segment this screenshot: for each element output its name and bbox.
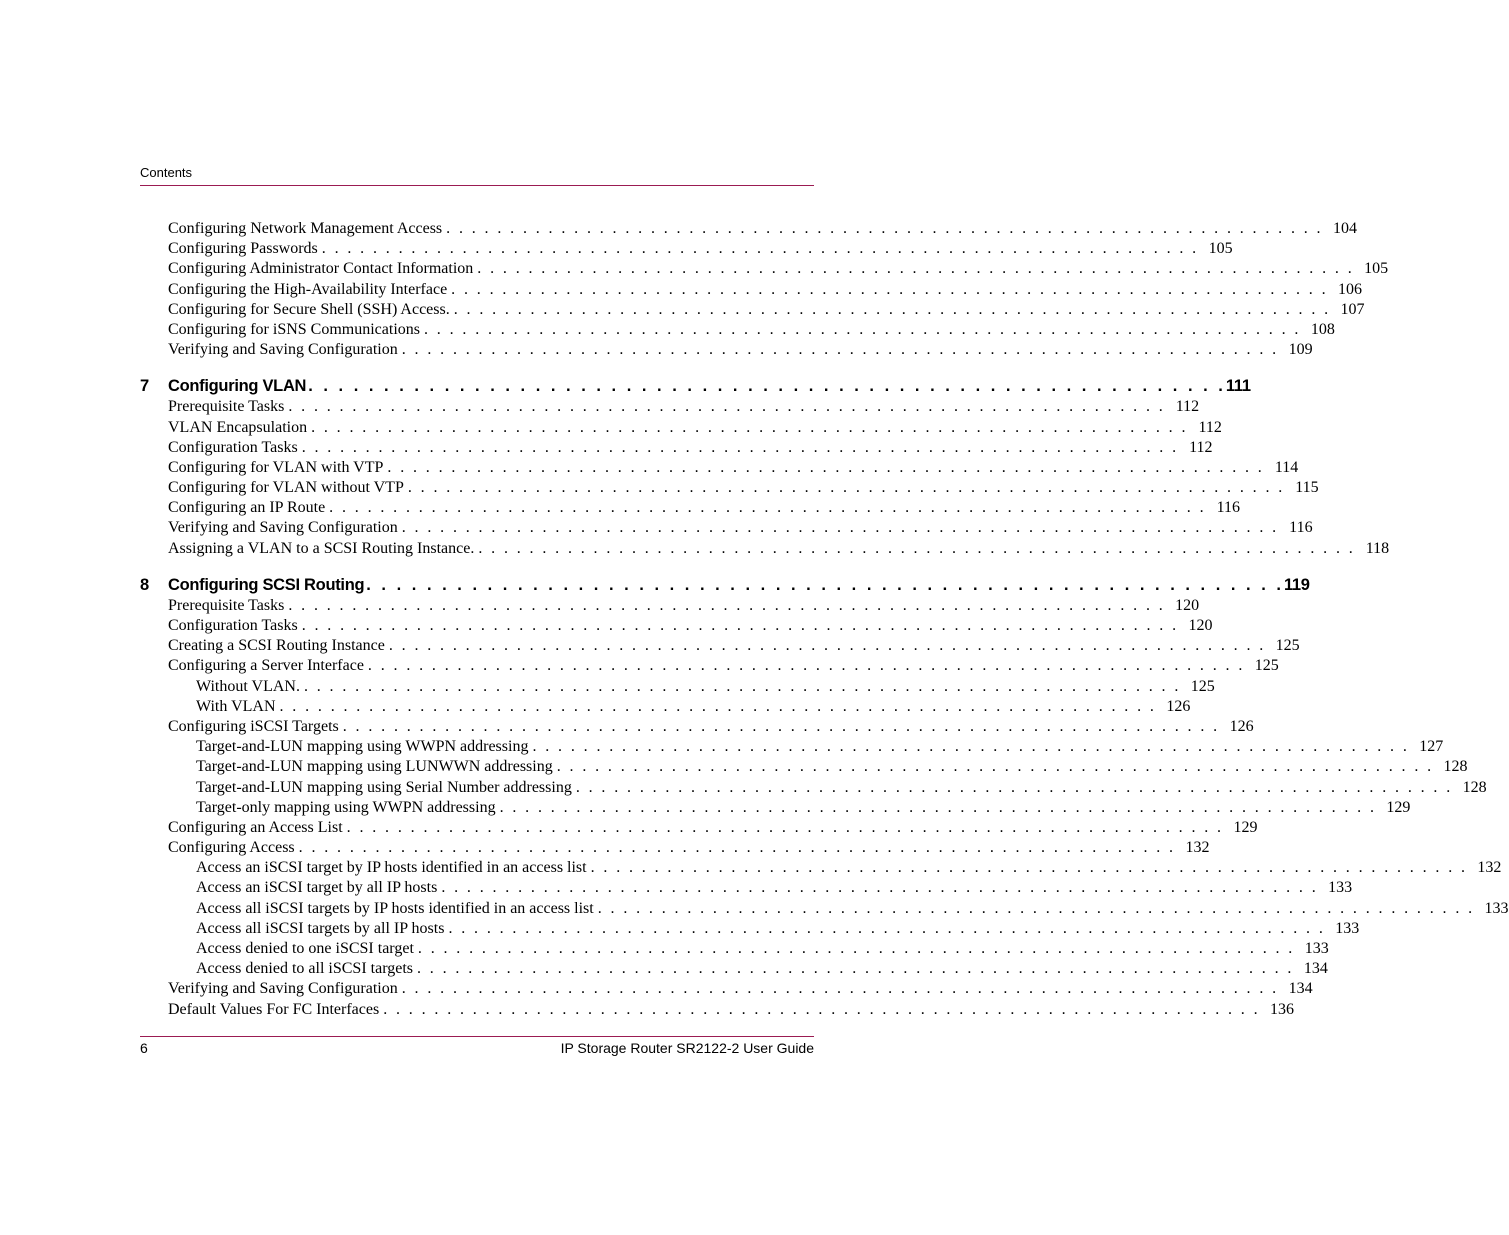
toc-entry-page: 114 (1274, 458, 1299, 476)
leader-dots: . . . . . . . . . . . . . . . . . . . . . . . . . . . . . . . . . . . . . . . . . . . . . . . . . . . . . . . . . . . . . . . . . . . . . (575, 778, 1453, 796)
chapter-number: 7 (140, 377, 149, 396)
toc-subentry[interactable] (140, 697, 1191, 717)
toc-entry-title: Configuring the High-Availability Interface (168, 280, 451, 300)
toc-subentry[interactable] (140, 677, 1215, 697)
leader-dots: . . . . . . . . . . . . . . . . . . . . . . . . . . . . . . . . . . . . . . . . . . . . . . . . . . . . . . . . . . . . . . . . . . . . . (401, 519, 1279, 537)
toc-entry-title: Access an iSCSI target by IP hosts identified in an access list (196, 858, 591, 878)
toc-entry-page: 134 (1288, 980, 1313, 998)
toc-entry-page: 109 (1288, 341, 1313, 359)
leader-dots: . . . . . . . . . . . . . . . . . . . . . . . . . . . . . . . . . . . . . . . . . . . . . . . . . . . . . . . . . . . . . . . . . . . . . (532, 738, 1410, 756)
toc-entry-page: 112 (1175, 398, 1200, 416)
leader-dots: . . . . . . . . . . . . . . . . . . . . . . . . . . . . . . . . . . . . . . . . . . . . . . . . . . . . . . . . . . . . . (308, 377, 1226, 396)
leader-dots: . . . . . . . . . . . . . . . . . . . . . . . . . . . . . . . . . . . . . . . . . . . . . . . . . . . . . . . . . . . . . . . . . . . . . (451, 280, 1328, 298)
toc-entry-title: Configuring an IP Route (168, 498, 329, 518)
toc-entry-title: Access all iSCSI targets by all IP hosts (196, 919, 448, 939)
running-header (140, 163, 814, 186)
toc-entry-title: Configuring an Access List (168, 818, 347, 838)
leader-dots: . . . . . . . . . . . . . . . . . . . . . . . . . . . . . . . . . . . . . . . . . . . . . . . . . . . . . . . . . . . . . . . . . . . . . (279, 697, 1157, 715)
toc-entry-page: 128 (1462, 778, 1487, 796)
toc-entry-title: Configuring for VLAN with VTP (168, 458, 387, 478)
toc-entry-page: 104 (1332, 220, 1357, 237)
toc-entry-title: Configuring a Server Interface (168, 656, 368, 676)
toc-entry[interactable] (140, 259, 1389, 279)
toc-subentry[interactable] (140, 899, 1509, 919)
toc-entry-title: Configuration Tasks (168, 616, 302, 636)
toc-entry[interactable] (140, 539, 1390, 559)
leader-dots: . . . . . . . . . . . . . . . . . . . . . . . . . . . . . . . . . . . . . . . . . . . . . . . . . . . . . . . . . . . . . . . . . . . . . (453, 300, 1331, 318)
toc-entry-title: VLAN Encapsulation (168, 418, 311, 438)
toc-entry[interactable] (140, 818, 1258, 838)
toc-entry-page: 116 (1216, 499, 1240, 517)
toc-entry-page: 136 (1270, 1000, 1295, 1018)
toc-entry-page: 125 (1275, 637, 1300, 655)
toc-entry-page: 126 (1229, 717, 1254, 735)
toc-entry[interactable] (140, 438, 1213, 458)
toc-entry-title: Prerequisite Tasks (168, 596, 288, 616)
toc-entry-title: Assigning a VLAN to a SCSI Routing Instance. (168, 539, 478, 559)
toc-entry-page: 105 (1364, 260, 1389, 278)
toc-entry[interactable] (140, 300, 1365, 320)
toc-entry-page: 115 (1295, 479, 1319, 497)
toc-entry-title: Target-and-LUN mapping using WWPN addressing (196, 737, 532, 757)
toc-entry-title: Configuring Administrator Contact Information (168, 259, 477, 279)
toc-entry-title: Verifying and Saving Configuration (168, 340, 402, 360)
toc-entry-page: 129 (1233, 818, 1258, 836)
toc-entry[interactable] (140, 458, 1299, 478)
toc-subentry[interactable] (140, 778, 1487, 798)
toc-entry-page: 129 (1386, 798, 1411, 816)
toc-entry-page: 112 (1198, 418, 1222, 436)
toc-entry-page: 127 (1419, 738, 1444, 756)
toc-entry-title: Verifying and Saving Configuration (168, 979, 402, 999)
toc-entry[interactable] (140, 518, 1313, 538)
leader-dots: . . . . . . . . . . . . . . . . . . . . . . . . . . . . . . . . . . . . . . . . . . . . . . . . . . . . . . . . . . . . . . . . . . . . . (401, 980, 1279, 998)
toc-entry[interactable] (140, 478, 1319, 498)
leader-dots: . . . . . . . . . . . . . . . . . . . . . . . . . . . . . . . . . . . . . . . . . . . . . . . . . . . . . . . . . . . . . . . . . . . . . (367, 657, 1245, 675)
toc-entry[interactable] (140, 636, 1300, 656)
guide-title: IP Storage Router SR2122-2 User Guide (560, 1040, 814, 1056)
toc-entry-page: 134 (1303, 960, 1328, 978)
header-title: Contents (140, 165, 193, 180)
toc-entry-page: 106 (1337, 280, 1362, 298)
toc-entry[interactable] (140, 616, 1213, 636)
toc-entry-title: Target-and-LUN mapping using Serial Number addressing (196, 778, 576, 798)
toc-entry-title: Verifying and Saving Configuration (168, 518, 402, 538)
toc-entry-title: Access an iSCSI target by all IP hosts (196, 878, 441, 898)
toc-entry-page: 108 (1310, 320, 1335, 338)
toc-entry-page: 133 (1328, 879, 1353, 897)
toc-entry-title: Configuring for iSNS Communications (168, 320, 424, 340)
toc-entry-page: 105 (1208, 240, 1233, 258)
leader-dots: . . . . . . . . . . . . . . . . . . . . . . . . . . . . . . . . . . . . . . . . . . . . . . . . . . . . . . . . . . . . . . . . . . . . . (441, 879, 1319, 897)
toc-entry-page: 133 (1484, 899, 1509, 917)
toc-entry-title: Default Values For FC Interfaces (168, 1000, 383, 1020)
leader-dots: . . . . . . . . . . . . . . . . . . . . . . . . . . . . . . . . . . . . . . . . . . . . . . . . . . . . . . . . . . . . . . . . . . . . . (477, 260, 1355, 278)
leader-dots: . . . . . . . . . . . . . . . . . . . . . . . . . . . . . . . . . . . . . . . . . . . . . . . . . . . . . . . . . . . . . . . . . . . . . (597, 899, 1475, 917)
leader-dots: . . . . . . . . . . . . . . . . . . . . . . . . . . . . . . . . . . . . . . . . . . . . . . . . . . . . . . . . . . . . . . . . . . . . . (301, 617, 1179, 634)
toc-entry[interactable] (140, 596, 1200, 616)
leader-dots: . . . . . . . . . . . . . . . . . . . . . . . . . . . . . . . . . . . . . . . . . . . . . . . . . . . . . . . . . . . . . (366, 575, 1284, 594)
toc-subentry[interactable] (140, 878, 1353, 898)
chapter-page: 119 (1283, 575, 1310, 594)
toc-entry-page: 125 (1254, 657, 1279, 675)
leader-dots: . . . . . . . . . . . . . . . . . . . . . . . . . . . . . . . . . . . . . . . . . . . . . . . . . . . . . . . . . . . . . . . . . . . . . (478, 539, 1356, 557)
toc-entry-title: Access denied to all iSCSI targets (196, 959, 417, 979)
toc-entry-title: Configuring Access (168, 838, 299, 858)
toc-entry-title: Without VLAN. (196, 677, 304, 697)
toc-entry-title: Configuration Tasks (168, 438, 302, 458)
leader-dots: . . . . . . . . . . . . . . . . . . . . . . . . . . . . . . . . . . . . . . . . . . . . . . . . . . . . . . . . . . . . . . . . . . . . . (407, 479, 1285, 497)
toc-entry[interactable] (140, 320, 1335, 340)
toc-entry-title: Configuring Passwords (168, 239, 322, 259)
leader-dots: . . . . . . . . . . . . . . . . . . . . . . . . . . . . . . . . . . . . . . . . . . . . . . . . . . . . . . . . . . . . . . . . . . . . . (311, 418, 1188, 436)
toc-entry-title: Creating a SCSI Routing Instance (168, 636, 389, 656)
toc-entry[interactable] (140, 280, 1362, 300)
toc-entry-title: With VLAN (196, 697, 280, 717)
chapter-number: 8 (140, 575, 149, 594)
toc-entry-title: Configuring for VLAN without VTP (168, 478, 408, 498)
toc-chapter-7[interactable] (140, 375, 1251, 397)
chapter-title: Configuring VLAN (168, 377, 307, 396)
leader-dots: . . . . . . . . . . . . . . . . . . . . . . . . . . . . . . . . . . . . . . . . . . . . . . . . . . . . . . . . . . . . . . . . . . . . . (424, 320, 1301, 338)
toc-entry[interactable] (140, 340, 1313, 360)
toc-subentry[interactable] (140, 959, 1328, 979)
toc-entry-title: Access all iSCSI targets by IP hosts identified in an access list (196, 899, 598, 919)
leader-dots: . . . . . . . . . . . . . . . . . . . . . . . . . . . . . . . . . . . . . . . . . . . . . . . . . . . . . . . . . . . . . . . . . . . . . (329, 499, 1206, 517)
toc-subentry[interactable] (140, 798, 1411, 818)
leader-dots: . . . . . . . . . . . . . . . . . . . . . . . . . . . . . . . . . . . . . . . . . . . . . . . . . . . . . . . . . . . . . . . . . . . . . (446, 220, 1323, 237)
toc-entry-title: Configuring Network Management Access (168, 219, 446, 239)
toc-entry-title: Target-only mapping using WWPN addressing (196, 798, 500, 818)
leader-dots: . . . . . . . . . . . . . . . . . . . . . . . . . . . . . . . . . . . . . . . . . . . . . . . . . . . . . . . . . . . . . . . . . . . . . (387, 458, 1265, 476)
leader-dots: . . . . . . . . . . . . . . . . . . . . . . . . . . . . . . . . . . . . . . . . . . . . . . . . . . . . . . . . . . . . . . . . . . . . . (590, 859, 1468, 877)
leader-dots: . . . . . . . . . . . . . . . . . . . . . . . . . . . . . . . . . . . . . . . . . . . . . . . . . . . . . . . . . . . . . . . . . . . . . (499, 798, 1377, 816)
toc-entry-page: 126 (1166, 697, 1191, 715)
toc-entry[interactable] (140, 717, 1254, 737)
toc-subentry[interactable] (140, 737, 1444, 757)
toc-entry[interactable] (140, 239, 1233, 259)
leader-dots: . . . . . . . . . . . . . . . . . . . . . . . . . . . . . . . . . . . . . . . . . . . . . . . . . . . . . . . . . . . . . . . . . . . . . (346, 818, 1224, 836)
leader-dots: . . . . . . . . . . . . . . . . . . . . . . . . . . . . . . . . . . . . . . . . . . . . . . . . . . . . . . . . . . . . . . . . . . . . . (288, 398, 1166, 416)
toc-subentry[interactable] (140, 858, 1502, 878)
toc-entry-title: Prerequisite Tasks (168, 397, 288, 417)
chapter-title: Configuring SCSI Routing (168, 575, 365, 594)
toc-subentry[interactable] (140, 757, 1468, 777)
toc-entry-title: Configuring for Secure Shell (SSH) Access. (168, 300, 454, 320)
toc-entry[interactable] (140, 979, 1313, 999)
leader-dots: . . . . . . . . . . . . . . . . . . . . . . . . . . . . . . . . . . . . . . . . . . . . . . . . . . . . . . . . . . . . . . . . . . . . . (556, 758, 1434, 776)
toc-entry-title: Configuring iSCSI Targets (168, 717, 343, 737)
toc-subentry[interactable] (140, 939, 1329, 959)
leader-dots: . . . . . . . . . . . . . . . . . . . . . . . . . . . . . . . . . . . . . . . . . . . . . . . . . . . . . . . . . . . . . . . . . . . . . (298, 839, 1176, 857)
toc-subentry[interactable] (140, 919, 1360, 939)
toc-entry-page: 116 (1289, 519, 1313, 537)
leader-dots: . . . . . . . . . . . . . . . . . . . . . . . . . . . . . . . . . . . . . . . . . . . . . . . . . . . . . . . . . . . . . . . . . . . . . (388, 637, 1266, 655)
toc-entry[interactable] (140, 397, 1200, 417)
toc-entry[interactable] (140, 838, 1210, 858)
toc-entry[interactable] (140, 1000, 1295, 1020)
toc-entry-page: 128 (1443, 758, 1468, 776)
toc-entry-page: 133 (1304, 940, 1329, 957)
toc-entry-page: 112 (1189, 438, 1213, 456)
toc-entry-page: 120 (1175, 596, 1200, 614)
running-footer (140, 1036, 814, 1061)
leader-dots: . . . . . . . . . . . . . . . . . . . . . . . . . . . . . . . . . . . . . . . . . . . . . . . . . . . . . . . . . . . . . . . . . . . . . (383, 1000, 1261, 1018)
toc-chapter-8[interactable] (140, 574, 1310, 596)
leader-dots: . . . . . . . . . . . . . . . . . . . . . . . . . . . . . . . . . . . . . . . . . . . . . . . . . . . . . . . . . . . . . . . . . . . . . (321, 240, 1199, 258)
toc-entry[interactable] (140, 418, 1222, 438)
leader-dots: . . . . . . . . . . . . . . . . . . . . . . . . . . . . . . . . . . . . . . . . . . . . . . . . . . . . . . . . . . . . . . . . . . . . . (301, 438, 1179, 456)
leader-dots: . . . . . . . . . . . . . . . . . . . . . . . . . . . . . . . . . . . . . . . . . . . . . . . . . . . . . . . . . . . . . . . . . . . . . (303, 677, 1181, 695)
toc-entry-page: 132 (1185, 839, 1210, 857)
toc-entry-page: 133 (1335, 919, 1360, 937)
toc-entry-page: 120 (1188, 617, 1213, 634)
toc-entry[interactable] (140, 656, 1279, 676)
toc-entry-page: 132 (1477, 859, 1502, 877)
page-number: 6 (140, 1040, 148, 1056)
toc-entry-page: 107 (1340, 300, 1365, 318)
leader-dots: . . . . . . . . . . . . . . . . . . . . . . . . . . . . . . . . . . . . . . . . . . . . . . . . . . . . . . . . . . . . . . . . . . . . . (448, 919, 1326, 937)
toc-entry-title: Target-and-LUN mapping using LUNWWN addressing (196, 757, 557, 777)
toc-entry-page: 125 (1190, 677, 1215, 695)
leader-dots: . . . . . . . . . . . . . . . . . . . . . . . . . . . . . . . . . . . . . . . . . . . . . . . . . . . . . . . . . . . . . . . . . . . . . (288, 596, 1166, 614)
leader-dots: . . . . . . . . . . . . . . . . . . . . . . . . . . . . . . . . . . . . . . . . . . . . . . . . . . . . . . . . . . . . . . . . . . . . . (401, 341, 1279, 359)
toc-entry[interactable] (140, 498, 1240, 518)
toc-entry-page: 118 (1365, 539, 1390, 557)
leader-dots: . . . . . . . . . . . . . . . . . . . . . . . . . . . . . . . . . . . . . . . . . . . . . . . . . . . . . . . . . . . . . . . . . . . . . (417, 960, 1294, 978)
toc-entry[interactable] (140, 219, 1357, 239)
leader-dots: . . . . . . . . . . . . . . . . . . . . . . . . . . . . . . . . . . . . . . . . . . . . . . . . . . . . . . . . . . . . . . . . . . . . . (342, 717, 1220, 735)
leader-dots: . . . . . . . . . . . . . . . . . . . . . . . . . . . . . . . . . . . . . . . . . . . . . . . . . . . . . . . . . . . . . . . . . . . . . (417, 940, 1295, 957)
toc-entry-title: Access denied to one iSCSI target (196, 939, 418, 959)
chapter-page: 111 (1225, 377, 1251, 396)
table-of-contents (140, 219, 1509, 1020)
